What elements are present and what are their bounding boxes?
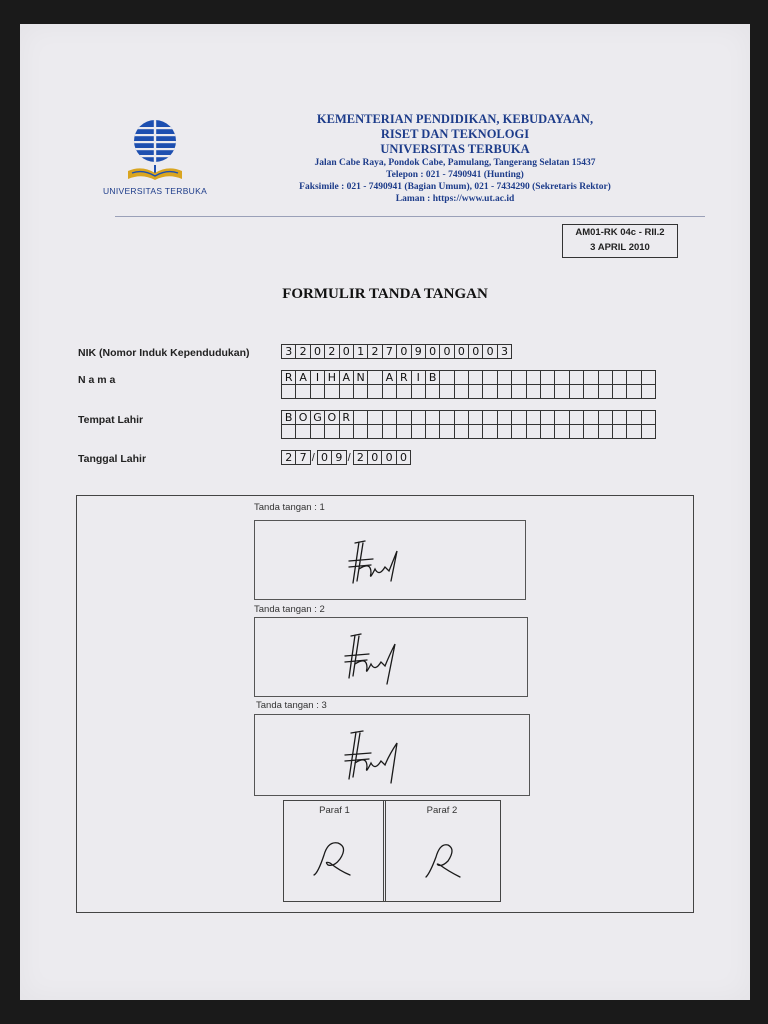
char-cell[interactable]: [353, 410, 368, 425]
char-cell[interactable]: [468, 384, 483, 399]
char-cell[interactable]: [411, 424, 426, 439]
char-cell[interactable]: A: [295, 370, 310, 385]
signature-box-3[interactable]: [254, 714, 530, 796]
char-cell[interactable]: G: [310, 410, 325, 425]
char-cell[interactable]: 1: [353, 344, 368, 359]
char-cell[interactable]: [569, 424, 584, 439]
char-cell[interactable]: 0: [482, 344, 497, 359]
nama-label: N a m a: [78, 374, 116, 386]
char-cell[interactable]: 2: [353, 450, 368, 465]
tempat-lahir-field-row2[interactable]: [281, 424, 655, 439]
char-cell[interactable]: R: [339, 410, 354, 425]
char-cell[interactable]: 0: [310, 344, 325, 359]
char-cell[interactable]: [367, 370, 382, 385]
char-cell[interactable]: 2: [367, 344, 382, 359]
signature-label-3: Tanda tangan : 3: [256, 700, 327, 711]
char-cell[interactable]: [482, 424, 497, 439]
char-cell[interactable]: [583, 384, 598, 399]
char-cell[interactable]: [554, 410, 569, 425]
char-cell[interactable]: 0: [396, 450, 411, 465]
char-cell[interactable]: [641, 410, 656, 425]
char-cell[interactable]: [339, 424, 354, 439]
char-cell[interactable]: [598, 384, 613, 399]
char-cell[interactable]: [497, 424, 512, 439]
char-cell[interactable]: [439, 370, 454, 385]
char-cell[interactable]: [569, 370, 584, 385]
char-cell[interactable]: [324, 424, 339, 439]
paraf-box-1[interactable]: [283, 800, 386, 902]
char-cell[interactable]: 0: [317, 450, 332, 465]
char-cell[interactable]: [281, 424, 296, 439]
char-cell[interactable]: [411, 384, 426, 399]
letterhead: [245, 112, 665, 205]
char-cell[interactable]: [353, 384, 368, 399]
char-cell[interactable]: [641, 370, 656, 385]
char-cell[interactable]: [569, 384, 584, 399]
signature-mark-2: [255, 618, 527, 696]
char-cell[interactable]: 7: [295, 450, 310, 465]
char-cell[interactable]: 2: [324, 344, 339, 359]
char-cell[interactable]: [439, 424, 454, 439]
char-cell[interactable]: [295, 384, 310, 399]
paraf-mark-2: [384, 801, 500, 901]
char-cell[interactable]: [583, 370, 598, 385]
char-cell[interactable]: I: [411, 370, 426, 385]
letterhead-divider: [115, 216, 705, 217]
nama-field[interactable]: [281, 370, 655, 385]
char-cell[interactable]: [598, 410, 613, 425]
char-cell[interactable]: [396, 424, 411, 439]
tempat-lahir-label: Tempat Lahir: [78, 414, 144, 426]
char-cell[interactable]: [425, 424, 440, 439]
char-cell[interactable]: [468, 424, 483, 439]
char-cell[interactable]: [425, 384, 440, 399]
char-cell[interactable]: O: [324, 410, 339, 425]
char-cell[interactable]: [425, 410, 440, 425]
char-cell[interactable]: [454, 370, 469, 385]
address: Jalan Cabe Raya, Pondok Cabe, Pamulang, Tangerang Selatan 15437: [314, 158, 596, 168]
char-cell[interactable]: 0: [425, 344, 440, 359]
char-cell[interactable]: [310, 424, 325, 439]
char-cell[interactable]: [295, 424, 310, 439]
char-cell[interactable]: [612, 384, 627, 399]
paraf-box-2[interactable]: [383, 800, 501, 902]
char-cell[interactable]: [396, 410, 411, 425]
char-cell[interactable]: [367, 410, 382, 425]
logo-text: UNIVERSITAS TERBUKA: [102, 186, 208, 196]
char-cell[interactable]: 3: [497, 344, 512, 359]
form-title: FORMULIR TANDA TANGAN: [282, 286, 488, 302]
char-cell[interactable]: 0: [454, 344, 469, 359]
char-cell[interactable]: 9: [331, 450, 346, 465]
char-cell[interactable]: A: [339, 370, 354, 385]
char-cell[interactable]: [612, 370, 627, 385]
char-cell[interactable]: [583, 410, 598, 425]
signature-label-2: Tanda tangan : 2: [254, 604, 325, 615]
char-cell[interactable]: 3: [281, 344, 296, 359]
ministry-line1: KEMENTERIAN PENDIDIKAN, KEBUDAYAAN,: [316, 112, 594, 126]
char-cell[interactable]: [626, 410, 641, 425]
char-cell[interactable]: [540, 370, 555, 385]
char-cell[interactable]: 0: [468, 344, 483, 359]
char-cell[interactable]: [281, 384, 296, 399]
char-cell[interactable]: [454, 424, 469, 439]
char-cell[interactable]: [540, 424, 555, 439]
char-cell[interactable]: A: [382, 370, 397, 385]
char-cell[interactable]: [310, 384, 325, 399]
char-cell[interactable]: [454, 410, 469, 425]
nama-field-row2[interactable]: [281, 384, 655, 399]
char-cell[interactable]: [367, 424, 382, 439]
char-cell[interactable]: [598, 424, 613, 439]
char-cell[interactable]: I: [310, 370, 325, 385]
char-cell[interactable]: [411, 410, 426, 425]
char-cell[interactable]: 0: [381, 450, 396, 465]
char-cell[interactable]: [511, 384, 526, 399]
char-cell[interactable]: [482, 384, 497, 399]
char-cell[interactable]: 0: [367, 450, 382, 465]
char-cell[interactable]: 0: [339, 344, 354, 359]
char-cell[interactable]: 2: [281, 450, 296, 465]
date-separator: /: [347, 452, 351, 464]
doc-date: 3 APRIL 2010: [590, 242, 650, 253]
nik-field[interactable]: [281, 344, 511, 359]
char-cell[interactable]: [511, 424, 526, 439]
char-cell[interactable]: [439, 384, 454, 399]
char-cell[interactable]: [626, 370, 641, 385]
char-cell[interactable]: [396, 384, 411, 399]
char-cell[interactable]: B: [425, 370, 440, 385]
char-cell[interactable]: [569, 410, 584, 425]
date-separator: /: [311, 452, 315, 464]
char-cell[interactable]: 9: [411, 344, 426, 359]
char-cell[interactable]: [454, 384, 469, 399]
char-cell[interactable]: [554, 370, 569, 385]
char-cell[interactable]: 0: [396, 344, 411, 359]
char-cell[interactable]: B: [281, 410, 296, 425]
tanggal-lahir-field[interactable]: [281, 450, 410, 466]
ministry-line2: RISET DAN TEKNOLOGI: [380, 127, 530, 141]
char-cell[interactable]: [641, 424, 656, 439]
signature-label-1: Tanda tangan : 1: [254, 502, 325, 513]
paraf-label-1: Paraf 1: [319, 805, 350, 816]
char-cell[interactable]: [612, 424, 627, 439]
fax: Faksimile : 021 - 7490941 (Bagian Umum), 021 - 7434290 (Sekretaris Rektor): [299, 182, 611, 192]
char-cell[interactable]: R: [396, 370, 411, 385]
globe-book-icon: [124, 119, 186, 183]
char-cell[interactable]: [382, 424, 397, 439]
paraf-mark-1: [284, 801, 385, 901]
phone: Telepon : 021 - 7490941 (Hunting): [386, 170, 524, 180]
doc-code: AM01-RK 04c - RII.2: [575, 227, 665, 238]
char-cell[interactable]: [324, 384, 339, 399]
char-cell[interactable]: [353, 424, 368, 439]
char-cell[interactable]: [526, 384, 541, 399]
char-cell[interactable]: [468, 370, 483, 385]
char-cell[interactable]: [526, 370, 541, 385]
university-name: UNIVERSITAS TERBUKA: [380, 142, 530, 156]
paraf-label-2: Paraf 2: [426, 805, 458, 816]
char-cell[interactable]: [598, 370, 613, 385]
char-cell[interactable]: [497, 370, 512, 385]
document-code-box: [562, 224, 678, 258]
char-cell[interactable]: [583, 424, 598, 439]
char-cell[interactable]: [339, 384, 354, 399]
char-cell[interactable]: [540, 410, 555, 425]
char-cell[interactable]: [540, 384, 555, 399]
char-cell[interactable]: H: [324, 370, 339, 385]
char-cell[interactable]: [367, 384, 382, 399]
char-cell[interactable]: [641, 384, 656, 399]
signature-mark-1: [255, 521, 525, 599]
char-cell[interactable]: [497, 384, 512, 399]
char-cell[interactable]: [626, 424, 641, 439]
char-cell[interactable]: 7: [382, 344, 397, 359]
nik-label: NIK (Nomor Induk Kependudukan): [78, 347, 250, 359]
char-cell[interactable]: [554, 384, 569, 399]
website: Laman : https://www.ut.ac.id: [395, 194, 515, 204]
char-cell[interactable]: [526, 410, 541, 425]
university-logo: [95, 119, 215, 196]
char-cell[interactable]: [482, 370, 497, 385]
char-cell[interactable]: O: [295, 410, 310, 425]
char-cell[interactable]: [511, 410, 526, 425]
signature-box-2[interactable]: [254, 617, 528, 697]
tanggal-lahir-label: Tanggal Lahir: [78, 453, 147, 465]
char-cell[interactable]: N: [353, 370, 368, 385]
char-cell[interactable]: [439, 410, 454, 425]
char-cell[interactable]: [554, 424, 569, 439]
char-cell[interactable]: R: [281, 370, 296, 385]
char-cell[interactable]: [526, 424, 541, 439]
char-cell[interactable]: [612, 410, 627, 425]
char-cell[interactable]: [497, 410, 512, 425]
char-cell[interactable]: [468, 410, 483, 425]
char-cell[interactable]: 0: [439, 344, 454, 359]
char-cell[interactable]: [482, 410, 497, 425]
tempat-lahir-field[interactable]: [281, 410, 655, 425]
char-cell[interactable]: [626, 384, 641, 399]
char-cell[interactable]: [382, 384, 397, 399]
signature-mark-3: [255, 715, 529, 795]
char-cell[interactable]: [511, 370, 526, 385]
char-cell[interactable]: 2: [295, 344, 310, 359]
signature-box-1[interactable]: [254, 520, 526, 600]
form-paper: [20, 24, 750, 1000]
char-cell[interactable]: [382, 410, 397, 425]
